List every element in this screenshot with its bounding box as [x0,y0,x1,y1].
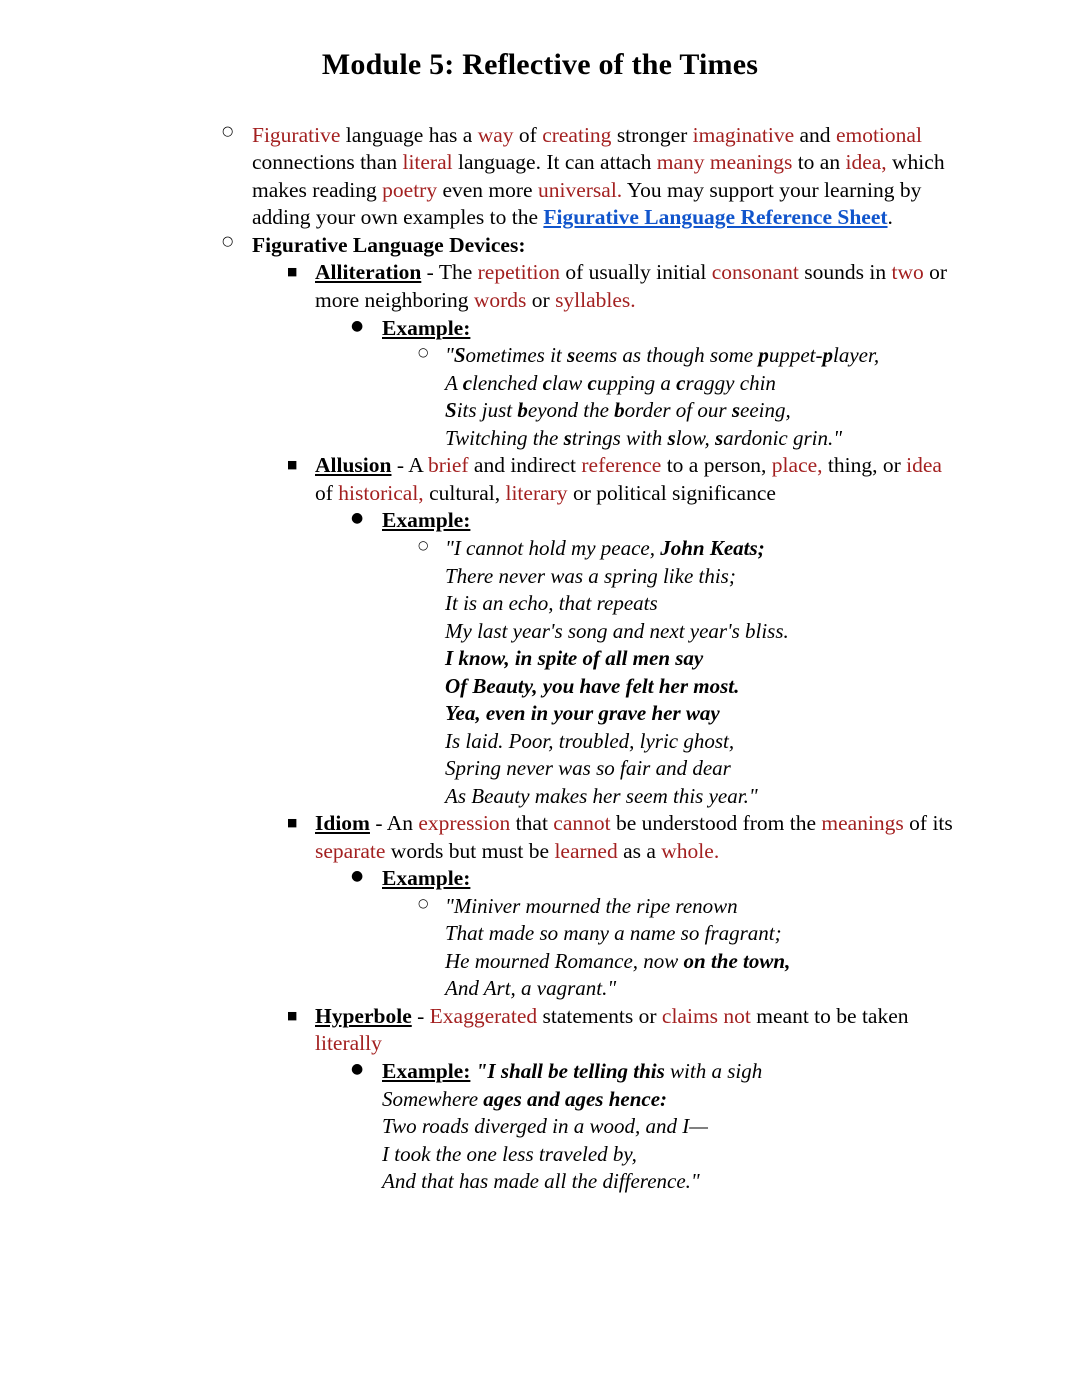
poem-line [445,755,980,783]
bullet-marker-level-2-icon: ■ [287,816,298,830]
text-run: syllables. [555,288,636,313]
text-run: And that has made all the difference." [382,1169,700,1194]
text-run: Exaggerated [429,1003,538,1028]
device-allusion [0,452,1080,810]
list-item-row [0,232,1080,260]
text-run: s [667,425,676,450]
text-run: language. It can attach [452,150,657,175]
poem-alliteration-text [445,342,980,452]
poem-line [445,590,980,618]
bullet-marker-level-1-icon: ○ [222,233,234,249]
text-run: low, [675,425,715,450]
poem-line [382,1168,970,1196]
device-hyperbole [0,1003,1080,1196]
text-run: And Art, a vagrant." [445,976,617,1001]
text-run: raggy chin [685,370,776,395]
text-run: with a sigh [664,1059,763,1083]
figurative-language-devices-heading [0,232,1080,1196]
text-run: p [758,343,769,368]
text-run: Example: [382,1059,471,1083]
text-run: repetition [477,260,561,285]
text-run: You may support your learning by adding your own examples to the [252,177,922,230]
poem-idiom-text [445,893,980,1003]
text-run: S [445,398,457,423]
text-run: I know, in spite of all men say [445,646,704,671]
list-item-row [0,1003,1080,1058]
text-run: emotional [835,122,922,147]
text-run: Hyperbole [315,1003,412,1028]
text-run: idea [906,453,942,478]
text-run: words but must be [385,838,555,863]
poem-line [445,535,980,563]
text-run: or [526,288,556,313]
poem-quote [445,893,980,1003]
text-run: That made so many a name so fragrant; [445,921,782,946]
outline-sublist [0,893,1080,1003]
text-run: Of Beauty, you have felt her most. [445,673,740,698]
example-hyperbole-text [382,1058,970,1196]
text-run: "Miniver mourned the ripe renown [445,893,738,918]
text-run: Yea, even in your grave her way [445,701,720,726]
outline-sublist [0,507,1080,810]
text-run: upping a [596,370,677,395]
poem-line [445,920,980,948]
device-alliteration-text [315,259,962,314]
text-run: trings with [571,425,668,450]
text-run: reference [581,453,662,478]
text-run: b [614,398,625,423]
text-run: Example: [382,866,471,891]
text-run: poetry [382,177,438,202]
text-run: sounds in [798,260,892,285]
text-run: layer, [833,343,880,368]
poem-quote [445,535,980,810]
poem-line [382,1086,970,1114]
text-run: literary [505,480,568,505]
outline-sublist [0,342,1080,452]
bullet-marker-level-4-icon: ○ [418,895,429,910]
text-run: cannot [553,811,611,836]
text-run: separate [315,838,386,863]
list-item-row [0,507,1080,535]
text-run: c [542,370,552,395]
poem-line [445,728,980,756]
poem-line [445,783,980,811]
text-run: There never was a spring like this; [445,563,736,588]
poem-line [445,563,980,591]
text-run: Somewhere [382,1086,484,1111]
text-run: p [822,343,833,368]
text-run: cultural, [423,480,506,505]
list-item-row [0,865,1080,893]
text-run: on the town, [683,948,791,973]
text-run: Figurative Language Devices: [252,232,526,257]
text-run: and indirect [468,453,582,478]
text-run: stronger [611,122,693,147]
text-run: words [473,288,527,313]
device-idiom [0,810,1080,1003]
bullet-marker-level-3-icon: ● [351,317,364,334]
text-run: meanings [821,811,904,836]
text-run: place, [771,453,823,478]
text-run: creating [542,122,612,147]
text-run: As Beauty makes her seem this year." [445,783,758,808]
poem-line [382,1141,970,1169]
text-run: historical, [338,480,424,505]
bullet-marker-level-1-icon: ○ [222,123,234,139]
text-run: to an [792,150,846,175]
text-run: way [477,122,514,147]
example-label-allusion-text [382,507,970,535]
list-item-row [0,259,1080,314]
poem-alliteration [0,342,1080,452]
list-item-row [0,810,1080,865]
figurative-language-devices-heading-text [252,232,960,260]
outline-sublist [0,865,1080,1003]
text-run: - The [421,260,478,285]
poem-allusion-text [445,535,980,810]
text-run: He mourned Romance, now [445,948,684,973]
outline-list [0,122,1080,1196]
poem-line [445,342,980,370]
poem-idiom [0,893,1080,1003]
text-run: expression [418,811,511,836]
text-run: whole. [661,838,720,863]
device-allusion-text [315,452,962,507]
text-run: brief [427,453,469,478]
bullet-marker-level-2-icon: ■ [287,458,298,472]
text-run: Is laid. Poor, troubled, lyric ghost, [445,728,735,753]
text-run: c [462,370,473,395]
text-run: Idiom [315,811,370,836]
text-run: "I shall be telling this [475,1059,665,1083]
text-run: or more neighboring [315,260,948,313]
poem-line [445,645,980,673]
poem-line [445,673,980,701]
list-item-row [0,342,1080,452]
text-run: eyond the [527,398,615,423]
text-run: to a person, [661,453,772,478]
text-run: - A [391,453,428,478]
text-run: of its [903,811,953,836]
text-run: " [445,343,454,368]
device-hyperbole-text [315,1003,962,1058]
poem-allusion [0,535,1080,810]
text-run: Alliteration [315,260,422,285]
text-run: universal. [537,177,623,202]
intro-paragraph [0,122,1080,232]
bullet-marker-level-3-icon: ● [351,868,364,885]
text-run: consonant [711,260,799,285]
text-run: Example: [382,315,471,340]
text-run: connections than [252,150,403,175]
text-run: of [315,480,339,505]
text-run: its just [456,398,518,423]
bullet-marker-level-2-icon: ■ [287,1008,298,1022]
text-run: that [510,811,554,836]
text-run: of usually initial [560,260,712,285]
text-run: I took the one less traveled by, [382,1141,637,1166]
text-run: Allusion [315,453,392,478]
text-run: "I cannot hold my peace, [445,536,661,561]
text-run: law [551,370,588,395]
poem-line [445,370,980,398]
text-run: statements or [537,1003,662,1028]
list-item-row [0,893,1080,1003]
device-alliteration [0,259,1080,452]
text-run: be understood from the [610,811,822,836]
outline-sublist [0,259,1080,1195]
text-run: . [887,205,893,230]
text-run: and [794,122,836,147]
list-item-row [0,315,1080,343]
example-hyperbole [0,1058,1080,1196]
poem-line [445,425,980,453]
text-run: even more [437,177,538,202]
poem-line [382,1113,970,1141]
text-run: imaginative [692,122,795,147]
text-run: ages and ages hence: [483,1086,668,1111]
text-run: Twitching the [445,425,564,450]
list-item-row [0,1058,1080,1196]
text-run: two [891,260,924,285]
example-label-alliteration-text [382,315,970,343]
text-run: of [513,122,543,147]
poem-line [445,948,980,976]
example-label-idiom-text [382,865,970,893]
text-run: ardonic grin." [723,425,843,450]
text-run: eeing, [740,398,791,423]
text-run: - An [369,811,419,836]
bullet-marker-level-3-icon: ● [351,510,364,527]
text-run: order of our [624,398,732,423]
text-run: s [731,398,741,423]
outline-sublist [0,1058,1080,1196]
reference-sheet-link[interactable]: Figurative Language Reference Sheet [543,205,888,230]
page-title: Module 5: Reflective of the Times [321,48,759,81]
text-run: c [676,370,686,395]
list-item-row [0,452,1080,507]
text-run: s [567,343,576,368]
text-run: Example: [382,508,471,533]
poem-line [445,618,980,646]
list-item-row [0,535,1080,810]
intro-paragraph-text [252,122,960,232]
text-run: A [445,370,463,395]
text-run: which makes reading [252,150,945,202]
poem-line [445,975,980,1003]
text-run: idea, [845,150,887,175]
device-idiom-text [315,810,962,865]
text-run: s [714,425,724,450]
outline-sublist [0,315,1080,453]
example-label-alliteration [0,315,1080,453]
text-run: S [453,343,466,368]
bullet-marker-level-2-icon: ■ [287,265,298,279]
text-run: literal [402,150,453,175]
text-run: b [517,398,528,423]
text-run: ometimes it [465,343,567,368]
text-run: language has a [340,122,478,147]
text-run: claims not [661,1003,751,1028]
text-run: lenched [472,370,543,395]
text-run: as a [617,838,662,863]
poem-line [476,1059,762,1083]
text-run: John Keats; [660,536,765,561]
poem-line [445,700,980,728]
text-run: literally [315,1031,382,1056]
text-run: Spring never was so fair and dear [445,756,731,781]
text-run: - [411,1003,430,1028]
text-run: c [587,370,597,395]
bullet-marker-level-3-icon: ● [351,1061,364,1077]
poem-line [445,893,980,921]
example-label-allusion [0,507,1080,810]
text-run: many meanings [656,150,793,175]
outline-sublist [0,535,1080,810]
text-run: My last year's song and next year's bliss. [445,618,789,643]
outline-body [0,84,1080,1196]
example-label-idiom [0,865,1080,1003]
text-run: eems as though some [575,343,759,368]
bullet-marker-level-4-icon: ○ [418,345,429,360]
list-item-row [0,122,1080,232]
text-run: Two roads diverged in a wood, and I— [382,1114,708,1139]
text-run: or political significance [567,480,776,505]
text-run: thing, or [822,453,907,478]
text-run: learned [554,838,618,863]
bullet-marker-level-4-icon: ○ [418,538,429,553]
poem-line [445,397,980,425]
text-run: uppet- [768,343,823,368]
text-run: meant to be taken [750,1003,909,1028]
text-run: Figurative [252,122,341,147]
text-run: It is an echo, that repeats [445,591,658,616]
text-run: s [563,425,572,450]
poem-quote [445,342,980,452]
